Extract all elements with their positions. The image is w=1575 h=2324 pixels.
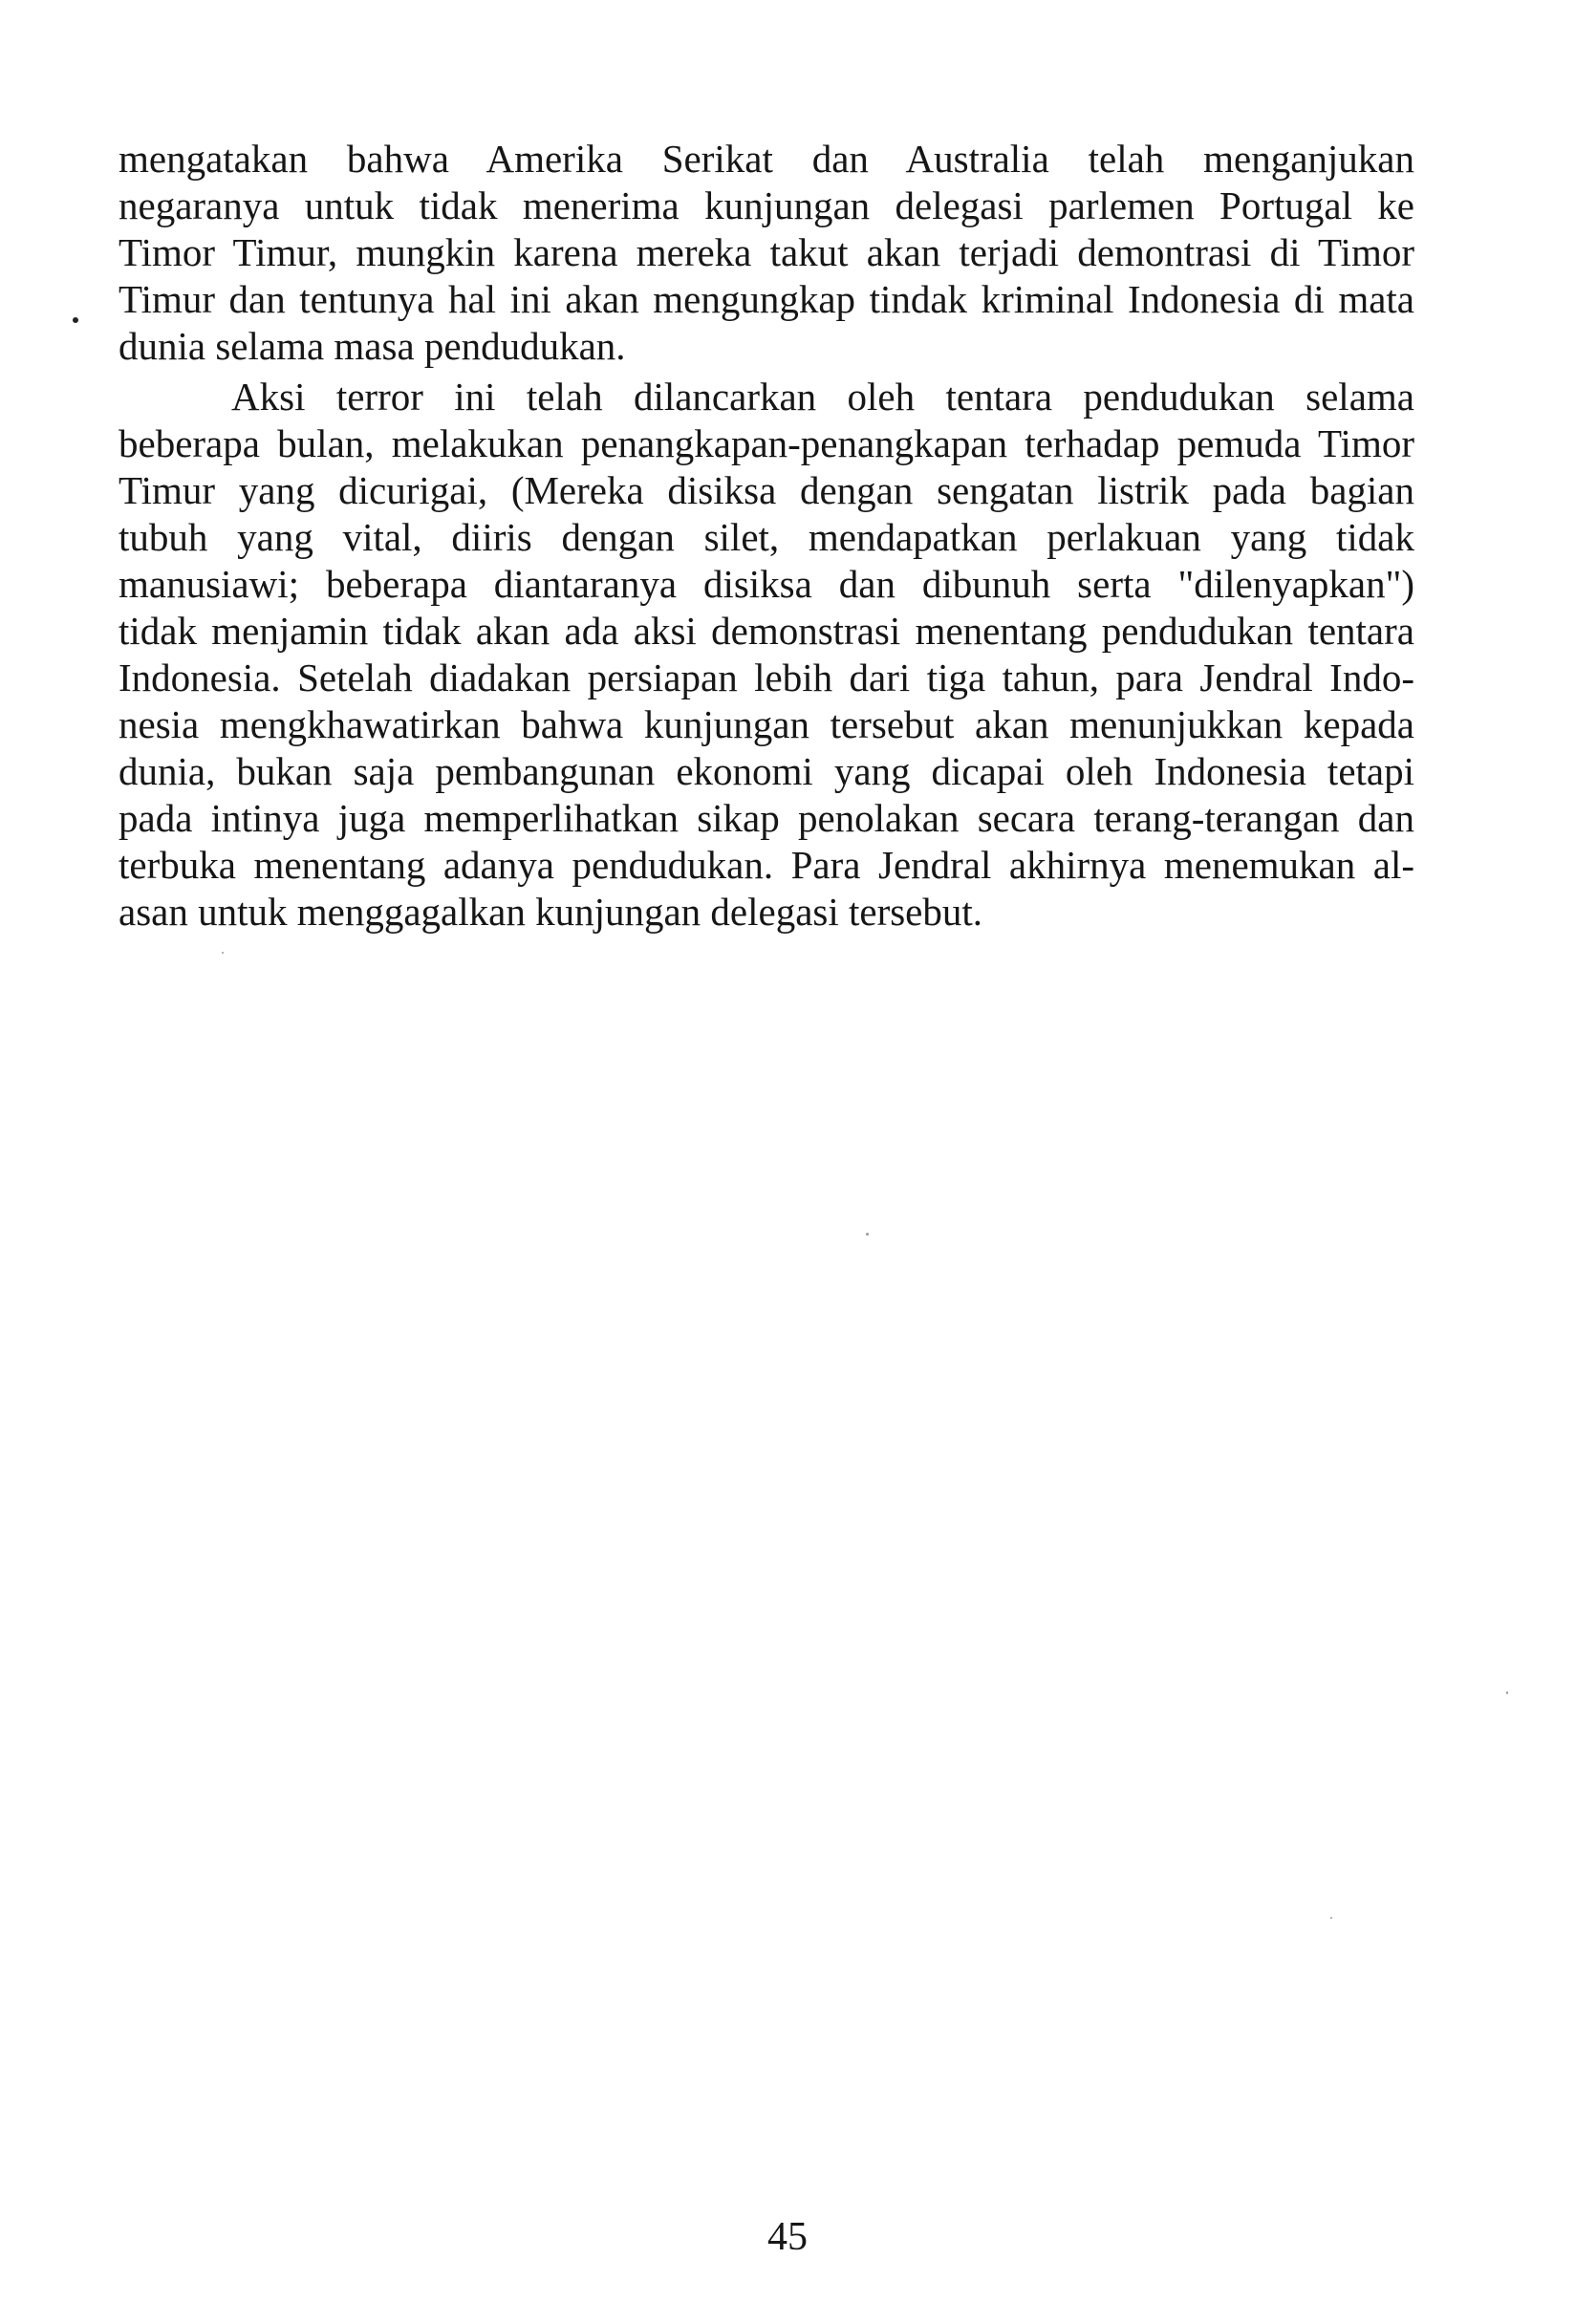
- scan-speck: [866, 1233, 869, 1236]
- paragraph-2: [119, 374, 1414, 936]
- text-line: tubuh yang vital, diiris dengan silet, mendapatkan perlakuan yang tidak: [119, 515, 1414, 559]
- text-line: dunia selama masa pendudukan.: [119, 324, 626, 368]
- text-line: negaranya untuk tidak menerima kunjungan delegasi parlemen Portugal ke: [119, 183, 1414, 227]
- text-line: mengatakan bahwa Amerika Serikat dan Australia telah menganjukan: [119, 137, 1414, 181]
- text-line: terbuka menentang adanya pendudukan. Para Jendral akhirnya menemukan al-: [119, 843, 1414, 887]
- text-line: pada intinya juga memperlihatkan sikap penolakan secara terang-terangan dan: [119, 796, 1414, 840]
- body-text: [119, 136, 1414, 936]
- text-line: Timur dan tentunya hal ini akan mengungkap tindak kriminal Indonesia di mata: [119, 277, 1414, 321]
- scan-speck: [1330, 1917, 1332, 1919]
- scan-speck: [222, 952, 224, 954]
- text-line: nesia mengkhawatirkan bahwa kunjungan tersebut akan menunjukkan kepada: [119, 702, 1414, 746]
- paragraph-1: [119, 136, 1414, 370]
- text-line: Timor Timur, mungkin karena mereka takut akan terjadi demontrasi di Timor: [119, 230, 1414, 274]
- text-line: manusiawi; beberapa diantaranya disiksa dan dibunuh serta "dilenyapkan"): [119, 562, 1414, 606]
- text-line: beberapa bulan, melakukan penangkapan-penangkapan terhadap pemuda Timor: [119, 421, 1414, 465]
- text-line: Timur yang dicurigai, (Mereka disiksa dengan sengatan listrik pada bagian: [119, 468, 1414, 512]
- margin-mark: [73, 317, 78, 323]
- text-line: Indonesia. Setelah diadakan persiapan lebih dari tiga tahun, para Jendral Indo-: [119, 656, 1414, 699]
- page-number: 45: [767, 2215, 808, 2259]
- scan-speck: [1506, 1691, 1508, 1694]
- text-line: asan untuk menggagalkan kunjungan delegasi tersebut.: [119, 890, 983, 934]
- text-line: Aksi terror ini telah dilancarkan oleh tentara pendudukan selama: [231, 375, 1414, 419]
- text-line: tidak menjamin tidak akan ada aksi demonstrasi menentang pendudukan tentara: [119, 609, 1414, 653]
- text-line: dunia, bukan saja pembangunan ekonomi yang dicapai oleh Indonesia tetapi: [119, 749, 1414, 793]
